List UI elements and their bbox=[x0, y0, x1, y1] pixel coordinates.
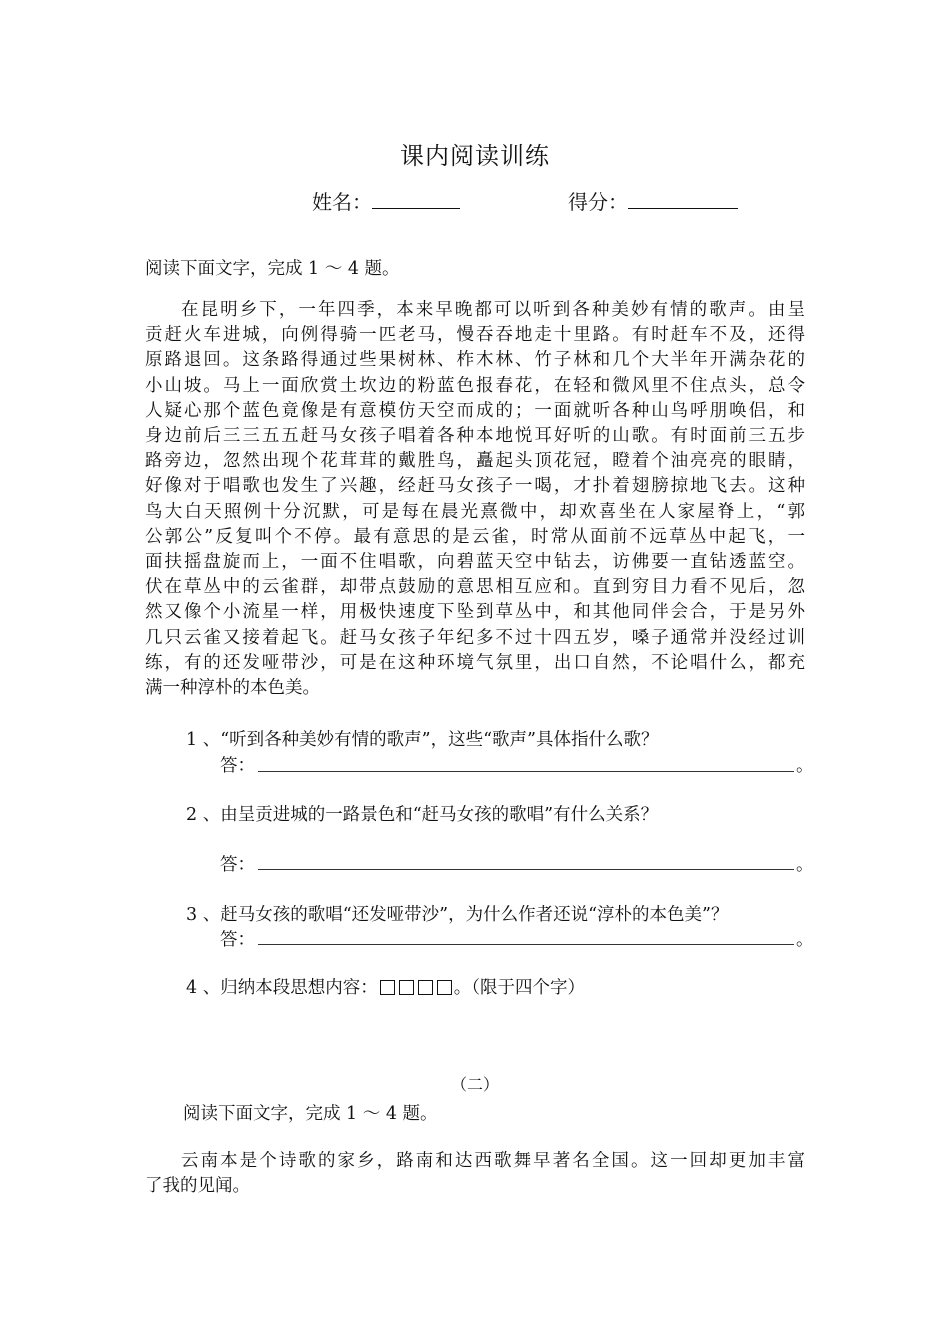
question-3 bbox=[186, 901, 729, 926]
section1-instruction: 阅读下面文字，完成 1 ～ 4 题。 bbox=[145, 259, 400, 279]
passage-line: 伏在草丛中的云雀群，却带点鼓励的意思相互应和。直到穷目力看不见后，忽 bbox=[145, 577, 805, 598]
answer-label: 答： bbox=[220, 930, 255, 950]
name-blank[interactable] bbox=[372, 188, 460, 209]
answer-box[interactable] bbox=[399, 980, 414, 995]
answer-box[interactable] bbox=[380, 980, 395, 995]
question-number: 1 、 bbox=[186, 730, 221, 750]
section1-passage bbox=[145, 298, 805, 701]
passage-line: 练，有的还发哑带沙，可是在这种环境气氛里，出口自然，不论唱什么，都充 bbox=[145, 652, 805, 673]
section2-passage bbox=[145, 1149, 805, 1199]
question-text: “听到各种美妙有情的歌声”，这些“歌声”具体指什么歌？ bbox=[220, 730, 659, 750]
passage-line: 好像对于唱歌也发生了兴趣，经赶马女孩子一喝，才扑着翅膀掠地飞去。这种 bbox=[145, 476, 805, 497]
question-text: 归纳本段思想内容： bbox=[220, 978, 378, 998]
passage-line: 鸟大白天照例十分沉默，可是每在晨光熹微中，却欢喜坐在人家屋脊上，“郭 bbox=[145, 501, 805, 522]
answer-end: 。 bbox=[796, 756, 814, 776]
section2-instruction: 阅读下面文字，完成 1 ～ 4 题。 bbox=[183, 1104, 438, 1124]
passage-line: 公郭公”反复叫个不停。最有意思的是云雀，时常从面前不远草丛中起飞，一 bbox=[145, 526, 805, 547]
answer-line-2[interactable] bbox=[258, 869, 794, 870]
answer-box[interactable] bbox=[437, 980, 452, 995]
passage-line: 然又像个小流星一样，用极快速度下坠到草丛中，和其他同伴会合，于是另外 bbox=[145, 602, 805, 623]
passage-line: 小山坡。马上一面欣赏土坎边的粉蓝色报春花，在轻和微风里不住点头，总令 bbox=[145, 375, 805, 396]
question-1 bbox=[186, 726, 659, 751]
page-title: 课内阅读训练 bbox=[400, 142, 550, 170]
answer-line-3[interactable] bbox=[258, 944, 794, 945]
answer-box[interactable] bbox=[418, 980, 433, 995]
question-text: 赶马女孩的歌唱“还发哑带沙”，为什么作者还说“淳朴的本色美”？ bbox=[220, 905, 729, 925]
question-number: 3 、 bbox=[186, 905, 221, 925]
passage-line: 几只云雀又接着起飞。赶马女孩子年纪多不过十四五岁，嗓子通常并没经过训 bbox=[145, 627, 805, 648]
question-text: 由呈贡进城的一路景色和“赶马女孩的歌唱”有什么关系？ bbox=[220, 805, 659, 825]
answer-end: 。 bbox=[796, 930, 814, 950]
answer-label: 答： bbox=[220, 756, 255, 776]
passage-line: 人疑心那个蓝色竟像是有意模仿天空而成的；一面就听各种山鸟呼朋唤侣，和 bbox=[145, 400, 805, 421]
passage-line: 路旁边，忽然出现个花茸茸的戴胜鸟，矗起头顶花冠，瞪着个油亮亮的眼睛， bbox=[145, 451, 805, 472]
passage-line: 身边前后三三五五赶马女孩子唱着各种本地悦耳好听的山歌。有时面前三五步 bbox=[145, 426, 805, 447]
score-label: 得分： bbox=[568, 190, 628, 214]
question-2 bbox=[186, 801, 658, 826]
answer-end: 。 bbox=[796, 855, 814, 875]
section2-heading: （二） bbox=[450, 1075, 499, 1094]
name-label: 姓名： bbox=[312, 190, 372, 214]
passage-line: 了我的见闻。 bbox=[145, 1176, 250, 1197]
score-field bbox=[568, 186, 738, 215]
name-field bbox=[312, 186, 460, 215]
score-blank[interactable] bbox=[628, 188, 738, 209]
answer-line-1[interactable] bbox=[258, 771, 794, 772]
question-number: 2 、 bbox=[186, 805, 221, 825]
passage-line: 面扶摇盘旋而上，一面不住唱歌，向碧蓝天空中钻去，访佛要一直钻透蓝空。 bbox=[145, 552, 805, 573]
question-text-tail: 。（限于四个字） bbox=[453, 978, 585, 998]
question-number: 4 、 bbox=[186, 978, 221, 998]
passage-line: 在昆明乡下，一年四季，本来早晚都可以听到各种美妙有情的歌声。由呈 bbox=[181, 300, 805, 320]
passage-line: 原路退回。这条路得通过些果树林、柞木林、竹子林和几个大半年开满杂花的 bbox=[145, 350, 805, 371]
question-4 bbox=[186, 974, 585, 999]
passage-line: 云南本是个诗歌的家乡，路南和达西歌舞早著名全国。这一回却更加丰富 bbox=[181, 1151, 805, 1171]
answer-boxes[interactable] bbox=[378, 978, 454, 998]
passage-line: 贡赶火车进城，向例得骑一匹老马，慢吞吞地走十里路。有时赶车不及，还得 bbox=[145, 325, 805, 346]
passage-line: 满一种淳朴的本色美。 bbox=[145, 678, 320, 699]
answer-label: 答： bbox=[220, 855, 255, 875]
